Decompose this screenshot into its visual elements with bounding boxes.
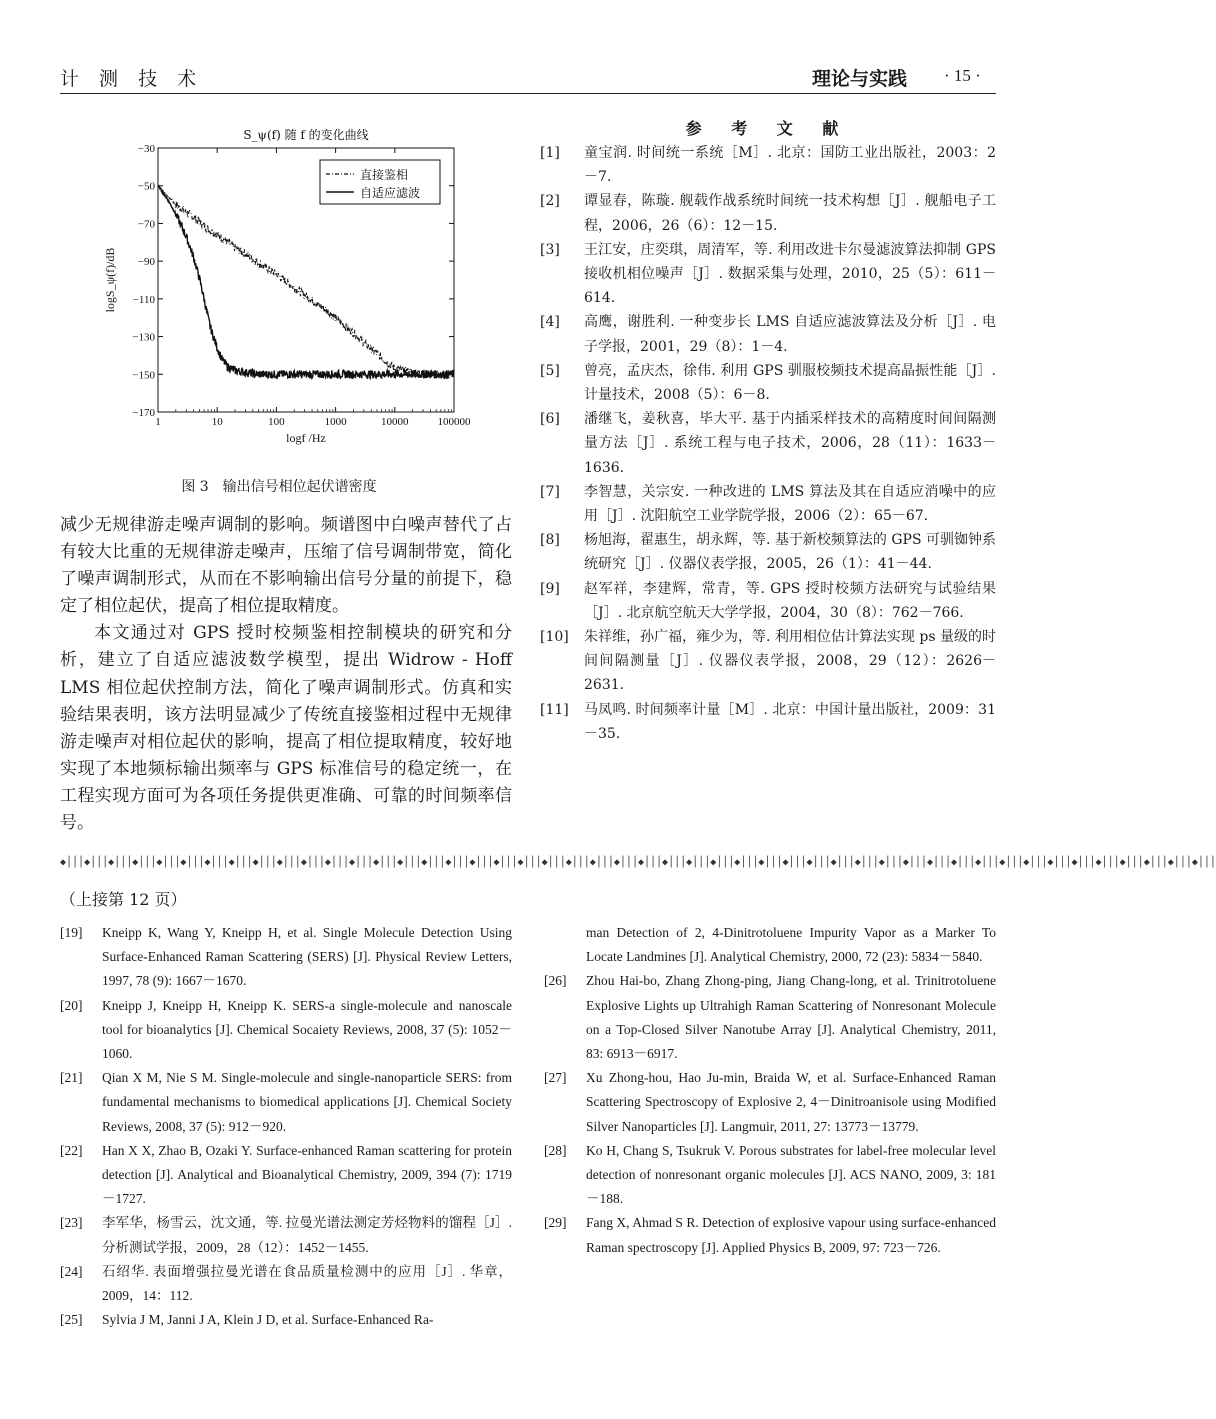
x-tick-label: 10 (211, 416, 223, 428)
decorative-separator: ◆│││◆│││◆│││◆│││◆│││◆│││◆│││◆│││◆│││◆│││◆│││◆│││◆│││◆│││◆│││◆│││◆│││◆│││◆│││◆│││◆│││◆│││◆│││◆│││◆│││◆│││◆│││◆│││◆│││◆│││◆│││◆│││◆│││◆│││◆│││◆│││◆│││◆│││◆│││◆│││◆│││◆│││◆│││◆│││◆│││◆│││◆│││◆│││ (60, 857, 1216, 868)
page-number: · 15 · (944, 66, 981, 85)
reference-number: [27] (544, 1070, 567, 1086)
reference-text: 李军华，杨雪云，沈文通，等. 拉曼光谱法测定芳烃物料的馏程［J］. 分析测试学报，2009，28（12）：1452－1455. (102, 1215, 512, 1255)
reference-item (544, 1066, 996, 1139)
reference-25-continued: man Detection of 2, 4-Dinitrotoluene Impurity Vapor as a Marker To Locate Landmines [J]. Analytical Chemistry, 2000, 72 (23): 5834－5840. (586, 925, 996, 965)
continued-references-left (60, 921, 512, 1332)
reference-number: [10] (540, 629, 569, 646)
reference-item (540, 577, 996, 625)
reference-number: [2] (540, 193, 560, 210)
legend-label: 直接鉴相 (360, 168, 409, 182)
reference-text: 高鹰，谢胜利. 一种变步长 LMS 自适应滤波算法及分析［J］. 电子学报，2001，29（8）：1－4. (584, 314, 996, 355)
reference-number: [29] (544, 1215, 567, 1231)
reference-item (540, 698, 996, 746)
y-tick-label: −150 (132, 369, 155, 382)
reference-number: [9] (540, 580, 560, 597)
reference-item (60, 921, 512, 994)
header-rule (60, 93, 996, 94)
figure-caption (60, 476, 512, 496)
reference-item (540, 238, 996, 311)
reference-text: Kneipp J, Kneipp H, Kneipp K. SERS-a single-molecule and nanoscale tool for bioanalytics [J]. Chemical Socaiety Reviews, 2008, 37 (5): 1052－1060. (102, 997, 512, 1062)
reference-text: 杨旭海，翟惠生，胡永辉，等. 基于新校频算法的 GPS 可驯铷钟系统研究［J］. 仪器仪表学报，2005，26（1）：41－44. (584, 532, 996, 573)
references-title: 参 考 文 献 (685, 119, 851, 138)
reference-number: [5] (540, 362, 560, 379)
y-axis-label: logS_ψ(f)/dB (103, 247, 117, 313)
reference-text: 李智慧，关宗安. 一种改进的 LMS 算法及其在自适应消噪中的应用［J］. 沈阳航空工业学院学报，2006（2）：65－67. (584, 483, 996, 525)
reference-text: 童宝润. 时间统一系统［M］. 北京：国防工业出版社，2003：2－7. (584, 145, 996, 186)
reference-text: Qian X M, Nie S M. Single-molecule and single-nanoparticle SERS: from fundamental mechanisms to biomedical applications [J]. Chemical Society Reviews, 2008, 37 (5): 912－920. (102, 1070, 512, 1134)
reference-item (60, 1308, 512, 1332)
reference-text: 谭显春，陈璇. 舰载作战系统时间统一技术构想［J］. 舰船电子工程，2006，26（6）：12－15. (584, 193, 996, 234)
reference-number: [22] (60, 1142, 83, 1158)
reference-item (544, 1139, 996, 1212)
reference-number: [26] (544, 973, 567, 989)
y-tick-label: −110 (132, 293, 155, 306)
reference-number: [24] (60, 1263, 83, 1279)
journal-name: 计 测 技 术 (60, 68, 204, 90)
y-tick-label: −70 (137, 218, 155, 231)
y-tick-label: −90 (137, 256, 155, 269)
y-tick-label: −130 (132, 331, 155, 344)
body-text (60, 512, 512, 837)
reference-number: [4] (540, 314, 560, 331)
reference-text: Han X X, Zhao B, Ozaki Y. Surface-enhanced Raman scattering for protein detection [J]. Analytical and Bioanalytical Chemistry, 2009, 394 (7): 1719－1727. (102, 1142, 512, 1207)
y-tick-label: −30 (137, 143, 155, 155)
reference-item (540, 189, 996, 237)
reference-number: [11] (540, 701, 569, 718)
reference-text: 王江安，庄奕琪，周清军，等. 利用改进卡尔曼滤波算法抑制 GPS 接收机相位噪声［J］. 数据采集与处理，2010，25（5）：611－614. (584, 241, 996, 307)
reference-text: Ko H, Chang S, Tsukruk V. Porous substrates for label-free molecular level detection of nonresonant organic molecules [J]. ACS NANO, 2009, 3: 181－188. (586, 1142, 996, 1207)
x-tick-label: 100 (268, 416, 285, 428)
reference-item (540, 480, 996, 528)
figure-caption-text: 输出信号相位起伏谱密度 (222, 479, 377, 495)
legend-label: 自适应滤波 (360, 186, 421, 200)
x-tick-label: 1 (155, 416, 161, 428)
paragraph-1: 减少无规律游走噪声调制的影响。频谱图中白噪声替代了占有较大比重的无规律游走噪声，压缩了信号调制带宽，简化了噪声调制形式，从而在不影响输出信号分量的前提下，稳定了相位起伏，提高了相位提取精度。 (60, 515, 512, 617)
chart-title: S_ψ(f) 随 f 的变化曲线 (243, 128, 369, 142)
reference-item (60, 1211, 512, 1259)
x-tick-label: 10000 (381, 416, 409, 428)
reference-item (540, 310, 996, 358)
reference-text: Fang X, Ahmad S R. Detection of explosive vapour using surface-enhanced Raman spectroscopy [J]. Applied Physics B, 2009, 97: 723－726. (586, 1215, 996, 1255)
reference-number: [28] (544, 1142, 567, 1158)
section-title: 理论与实践 (812, 68, 908, 90)
reference-number: [1] (540, 145, 560, 161)
reference-item (544, 1211, 996, 1259)
references-list (540, 141, 996, 746)
reference-number: [19] (60, 925, 83, 940)
figure-3 (98, 122, 480, 460)
reference-text: Kneipp K, Wang Y, Kneipp H, et al. Single Molecule Detection Using Surface-Enhanced Raman Scattering (SERS) [J]. Physical Review Letters, 1997, 78 (9): 1667－1670. (102, 925, 512, 989)
reference-item (540, 407, 996, 480)
reference-number: [21] (60, 1070, 83, 1086)
y-tick-label: −50 (137, 180, 155, 193)
figure-caption-number: 图 3 (181, 479, 209, 495)
x-tick-label: 100000 (437, 416, 471, 428)
reference-number: [20] (60, 997, 83, 1013)
reference-item (544, 969, 996, 1066)
reference-text: 朱祥维，孙广福，雍少为，等. 利用相位估计算法实现 ps 量级的时间间隔测量［J］. 仪器仪表学报，2008，29（12）：2626－2631. (584, 629, 996, 694)
reference-text: 潘继飞，姜秋喜，毕大平. 基于内插采样技术的高精度时间间隔测量方法［J］. 系统工程与电子技术，2006，28（11）：1633－1636. (584, 411, 996, 476)
reference-text: Xu Zhong-hou, Hao Ju-min, Braida W, et al. Surface-Enhanced Raman Scattering Spectroscopy of Explosive 2, 4－Dinitroanisole using Modified Silver Nanoparticles [J]. Langmuir, 2011, 27: 13773－13779. (586, 1070, 996, 1134)
x-axis-label: logf /Hz (286, 431, 326, 445)
continued-references-right (544, 921, 996, 1260)
reference-number: [25] (60, 1312, 83, 1328)
reference-item (60, 994, 512, 1067)
reference-number: [23] (60, 1215, 83, 1231)
reference-item (60, 1260, 512, 1308)
phase-noise-chart (98, 122, 480, 460)
reference-text: Sylvia J M, Janni J A, Klein J D, et al. Surface-Enhanced Ra- (102, 1312, 434, 1328)
continued-label: （上接第 12 页） (60, 890, 187, 909)
reference-item (60, 1066, 512, 1139)
y-tick-label: −170 (132, 407, 155, 419)
reference-text: 赵军祥，李建辉，常青，等. GPS 授时校频方法研究与试验结果［J］. 北京航空航天大学学报，2004，30（8）：762－766. (584, 580, 996, 621)
paragraph-2: 本文通过对 GPS 授时校频鉴相控制模块的研究和分析，建立了自适应滤波数学模型，提出 Widrow - Hoff LMS 相位起伏控制方法，简化了噪声调制形式。仿真和实验结果表明，该方法明显减少了传统直接鉴相过程中无规律游走噪声对相位起伏的影响，提高了相位提取精度，较好地实现了本地频标输出频率与 GPS 标准信号的稳定统一，在工程实现方面可为各项任务提供更准确、可靠的时间频率信号。 (60, 623, 512, 834)
reference-number: [6] (540, 411, 560, 428)
reference-item (540, 141, 996, 189)
x-tick-label: 1000 (324, 416, 347, 428)
reference-item (60, 1139, 512, 1212)
reference-item (540, 528, 996, 576)
reference-number: [3] (540, 241, 560, 258)
reference-text: 石绍华. 表面增强拉曼光谱在食品质量检测中的应用［J］. 华章，2009，14：112. (102, 1263, 512, 1304)
reference-number: [7] (540, 483, 560, 500)
reference-item (540, 359, 996, 407)
reference-text: 马凤鸣. 时间频率计量［M］. 北京：中国计量出版社，2009：31－35. (584, 701, 996, 742)
reference-item (540, 625, 996, 698)
reference-number: [8] (540, 532, 560, 549)
reference-text: 曾亮，孟庆杰，徐伟. 利用 GPS 驯服校频技术提高晶振性能［J］. 计量技术，2008（5）：6－8. (584, 362, 996, 404)
reference-text: Zhou Hai-bo, Zhang Zhong-ping, Jiang Chang-long, et al. Trinitrotoluene Explosive Lights up Ultrahigh Raman Scattering of Nonresonant Molecule on a Top-Closed Silver Nanotube Array [J]. Analytical Chemistry, 2011, 83: 6913－6917. (586, 973, 996, 1062)
